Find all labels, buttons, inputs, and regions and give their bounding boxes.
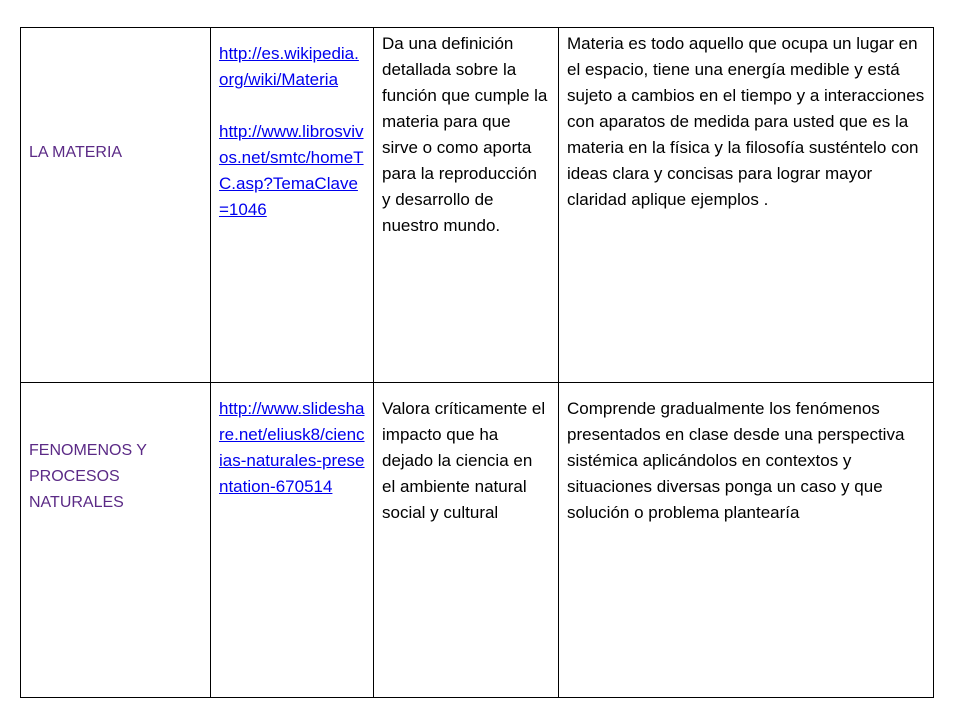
content-table (20, 27, 934, 698)
topic-cell (21, 28, 211, 383)
links-cell (211, 28, 374, 383)
topic-cell (21, 383, 211, 698)
resource-link[interactable]: http://www.slideshare.net/eliusk8/ciencias-naturales-presentation-670514 (219, 399, 365, 496)
activity-cell: Comprende gradualmente los fenómenos presentados en clase desde una perspectiva sistémica aplicándolos en contextos y situaciones diversas ponga un caso y que solución o problema plantearía (559, 383, 934, 698)
objective-cell: Da una definición detallada sobre la función que cumple la materia para que sirve o como aporta para la reproducción y desarrollo de nuestro mundo. (374, 28, 559, 383)
resource-link[interactable]: http://www.librosvivos.net/smtc/homeTC.asp?TemaClave=1046 (219, 122, 364, 219)
table-row (21, 383, 934, 698)
topic-label: LA MATERIA (29, 144, 123, 161)
table-row (21, 28, 934, 383)
links-cell (211, 383, 374, 698)
topic-label: FENOMENOS Y PROCESOS NATURALES (29, 442, 147, 511)
activity-cell: Materia es todo aquello que ocupa un lugar en el espacio, tiene una energía medible y está sujeto a cambios en el tiempo y a interacciones con aparatos de medida para usted que es la materia en la física y la filosofía susténtelo con ideas clara y concisas para lograr mayor claridad aplique ejemplos . (559, 28, 934, 383)
objective-cell: Valora críticamente el impacto que ha dejado la ciencia en el ambiente natural social y cultural (374, 383, 559, 698)
resource-link[interactable]: http://es.wikipedia.org/wiki/Materia (219, 44, 359, 89)
